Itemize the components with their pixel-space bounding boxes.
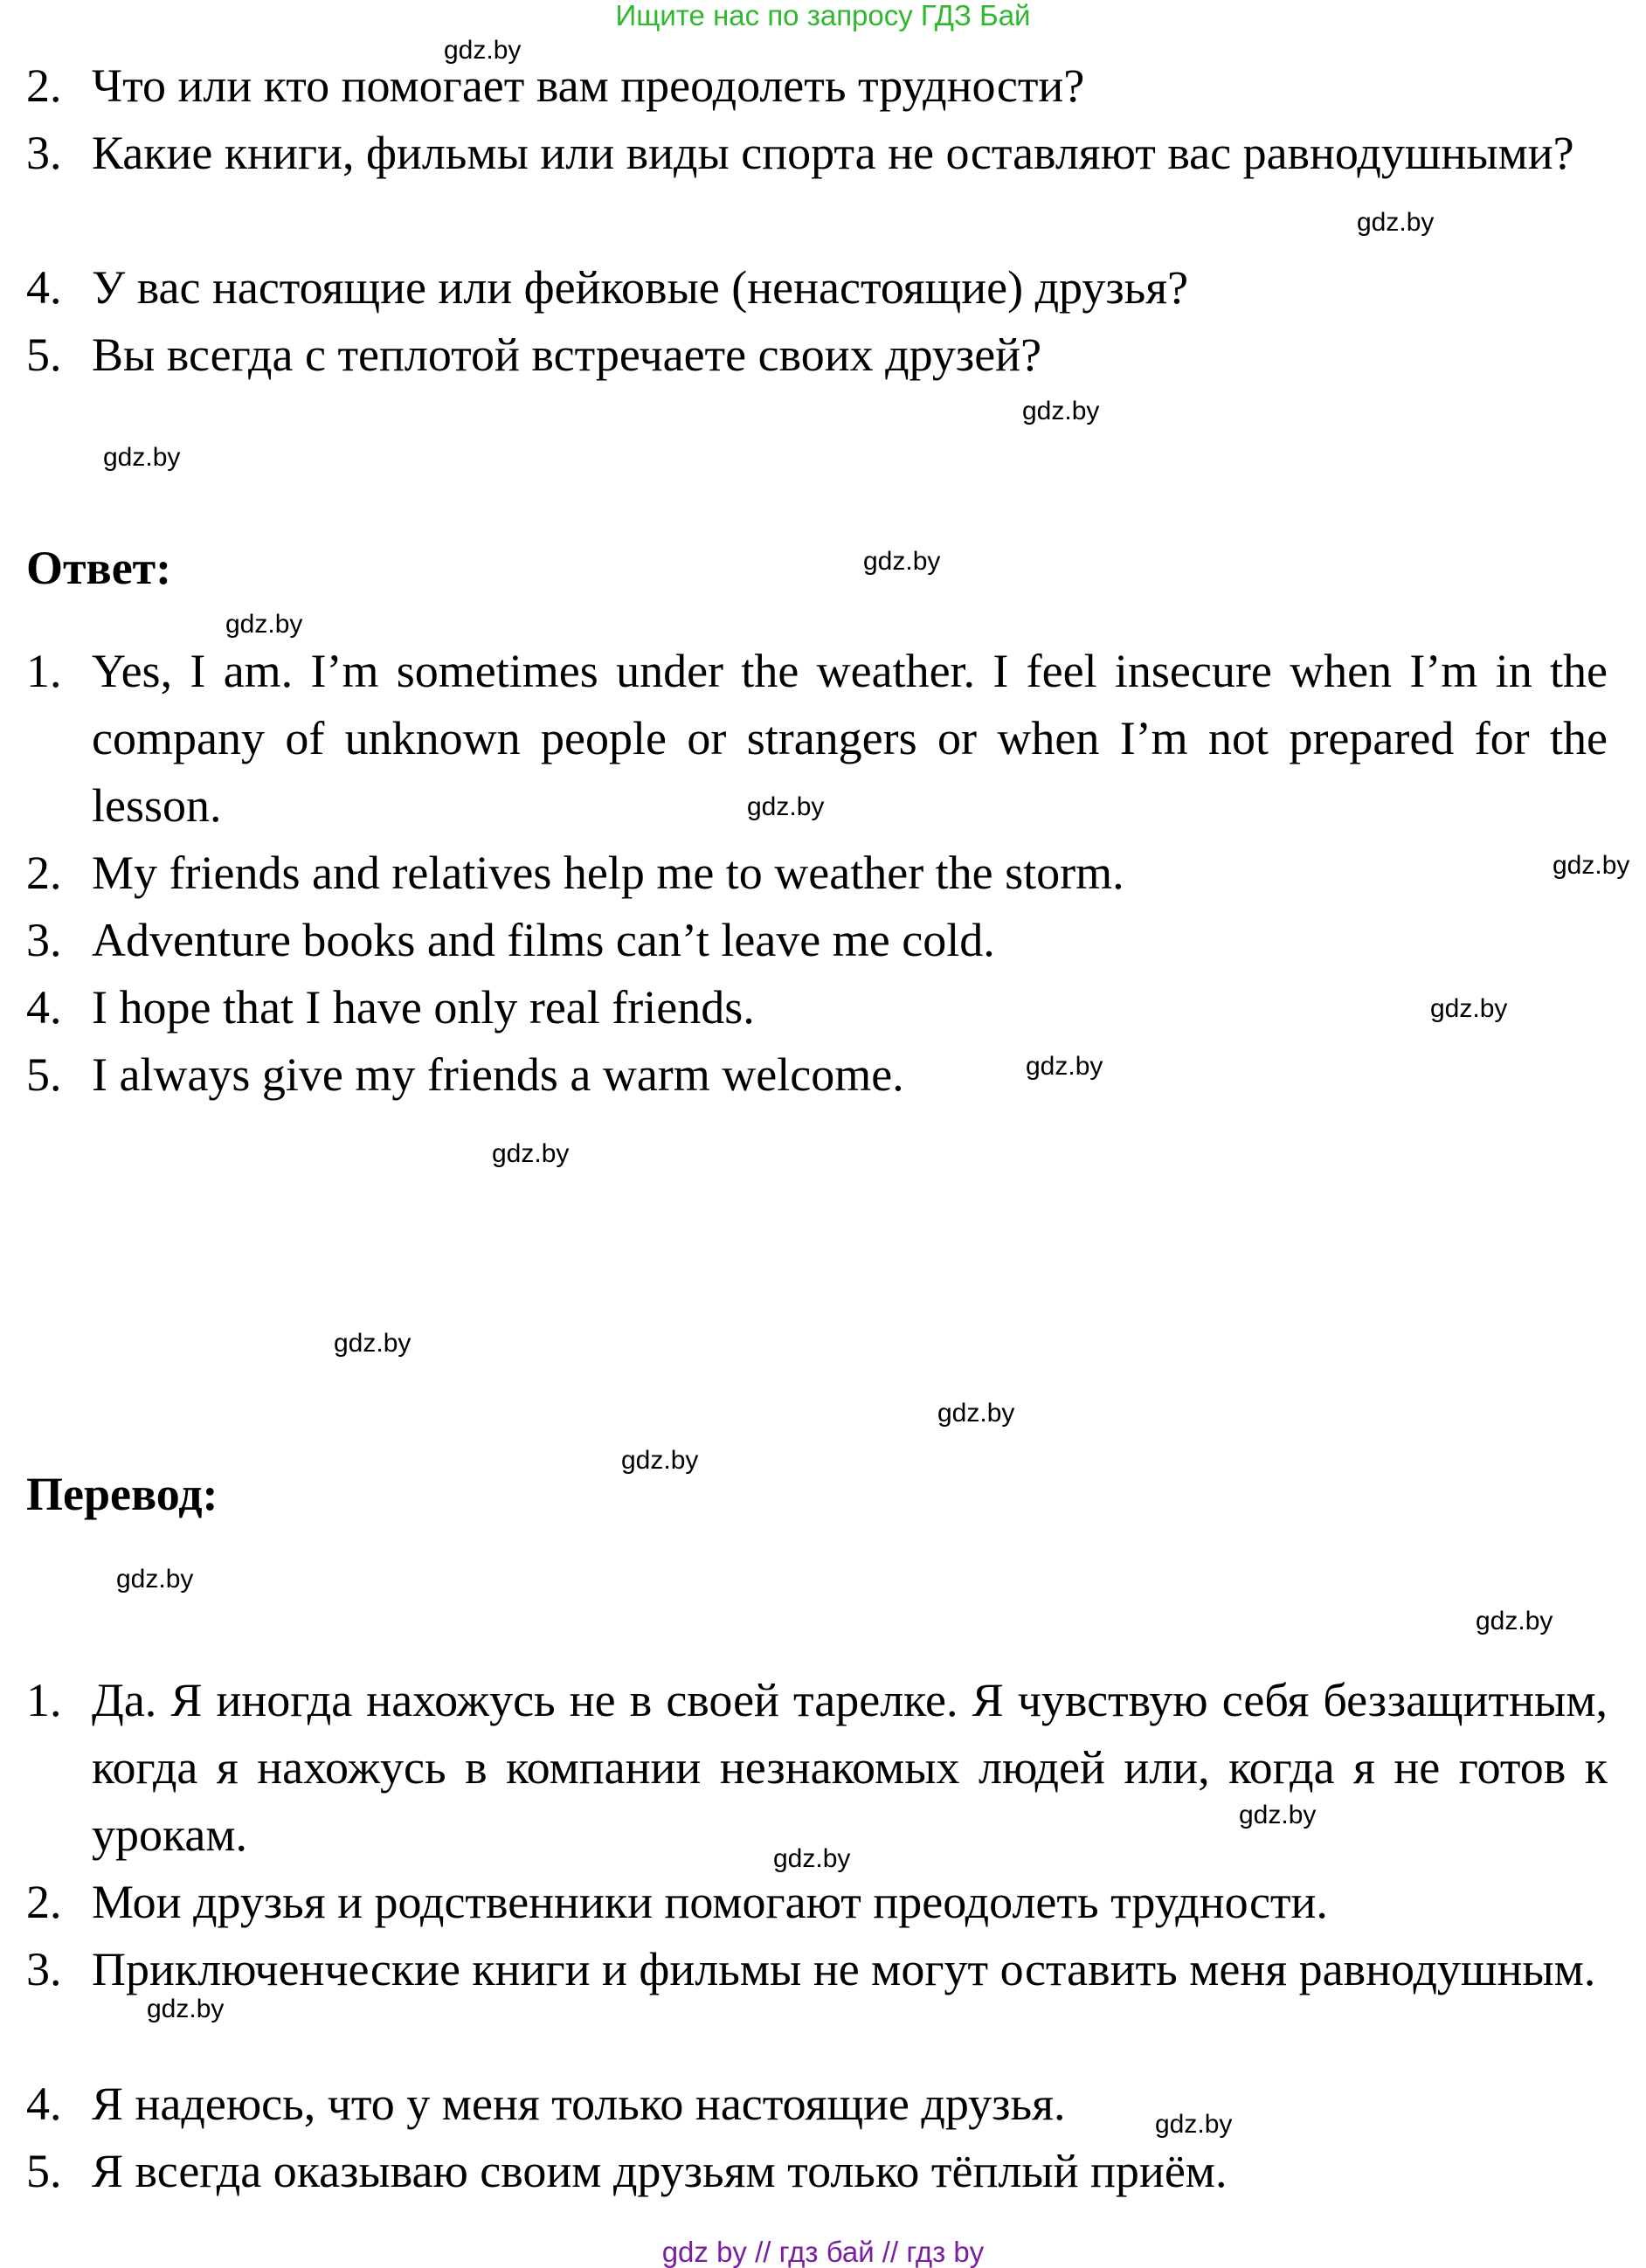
item-text: У вас настоящие или фейковые (ненастоящие) друзья?: [92, 261, 1189, 314]
item-number: 2.: [26, 59, 62, 112]
watermark: gdz.by: [116, 1565, 194, 1594]
item-number: 1.: [26, 645, 62, 697]
item-text: Приключенческие книги и фильмы не могут оставить меня равнодушным.: [92, 1943, 1596, 1995]
translation-item: [26, 1936, 1608, 2003]
item-number: 1.: [26, 1674, 62, 1726]
watermark: gdz.by: [225, 610, 303, 639]
watermark: gdz.by: [334, 1329, 412, 1358]
watermark: gdz.by: [492, 1139, 570, 1168]
item-text: I always give my friends a warm welcome.: [92, 1048, 904, 1101]
item-number: 3.: [26, 914, 62, 966]
item-number: 2.: [26, 847, 62, 899]
item-text: Adventure books and films can’t leave me cold.: [92, 914, 995, 966]
watermark: gdz.by: [621, 1446, 699, 1475]
watermark: gdz.by: [1476, 1607, 1553, 1635]
item-text: Да. Я иногда нахожусь не в своей тарелке. Я чувствую себя беззащитным, когда я нахожусь в компании незнакомых людей или, когда я не готов к урокам.: [92, 1674, 1608, 1861]
item-number: 5.: [26, 2145, 62, 2197]
item-number: 4.: [26, 261, 62, 314]
item-text: Я надеюсь, что у меня только настоящие друзья.: [92, 2078, 1066, 2130]
watermark: gdz.by: [1357, 208, 1435, 237]
answer-item: [26, 974, 1608, 1041]
translation-item: [26, 2138, 1608, 2205]
item-text: Что или кто помогает вам преодолеть трудности?: [92, 59, 1085, 112]
watermark: gdz.by: [444, 36, 522, 65]
item-text: Я всегда оказываю своим друзьям только тёплый приём.: [92, 2145, 1228, 2197]
banner-text: Ищите нас по запросу ГДЗ Бай: [615, 0, 1031, 31]
item-number: 5.: [26, 1048, 62, 1101]
footer: [0, 2237, 1646, 2268]
question-item: [26, 322, 1608, 389]
item-number: 2.: [26, 1876, 62, 1928]
top-banner: [0, 0, 1646, 31]
translation-heading: Перевод:: [26, 1468, 218, 1520]
translation-item: [26, 2071, 1608, 2138]
item-number: 4.: [26, 2078, 62, 2130]
item-text: Вы всегда с теплотой встречаете своих друзей?: [92, 328, 1042, 381]
watermark: gdz.by: [1155, 2110, 1233, 2139]
watermark: gdz.by: [1553, 851, 1630, 880]
item-number: 5.: [26, 328, 62, 381]
watermark: gdz.by: [1239, 1801, 1317, 1829]
item-number: 3.: [26, 1943, 62, 1995]
item-text: Какие книги, фильмы или виды спорта не оставляют вас равнодушными?: [92, 127, 1574, 179]
watermark: gdz.by: [773, 1844, 851, 1873]
item-number: 4.: [26, 981, 62, 1034]
answer-item: [26, 907, 1608, 974]
watermark: gdz.by: [1022, 397, 1100, 425]
answer-heading: Ответ:: [26, 542, 172, 594]
watermark: gdz.by: [147, 1995, 225, 2023]
item-text: My friends and relatives help me to weather the storm.: [92, 847, 1124, 899]
watermark: gdz.by: [937, 1399, 1015, 1428]
watermark: gdz.by: [863, 547, 941, 576]
answer-item: [26, 840, 1608, 907]
translation-item: [26, 1869, 1608, 1936]
translation-item: [26, 1667, 1608, 1869]
item-text: I hope that I have only real friends.: [92, 981, 755, 1034]
footer-text: gdz by // гдз бай // гдз by: [661, 2236, 985, 2268]
question-item: [26, 254, 1608, 322]
watermark: gdz.by: [747, 792, 825, 821]
item-number: 3.: [26, 127, 62, 179]
watermark: gdz.by: [103, 443, 181, 472]
watermark: gdz.by: [1026, 1052, 1103, 1081]
item-text: Мои друзья и родственники помогают преодолеть трудности.: [92, 1876, 1328, 1928]
watermark: gdz.by: [1430, 994, 1508, 1023]
answer-item: [26, 1041, 1608, 1109]
question-item: [26, 120, 1608, 187]
item-text: Yes, I am. I’m sometimes under the weather. I feel insecure when I’m in the company of unknown people or strangers or when I’m not prepared for the lesson.: [92, 645, 1608, 832]
question-item: [26, 52, 1608, 120]
